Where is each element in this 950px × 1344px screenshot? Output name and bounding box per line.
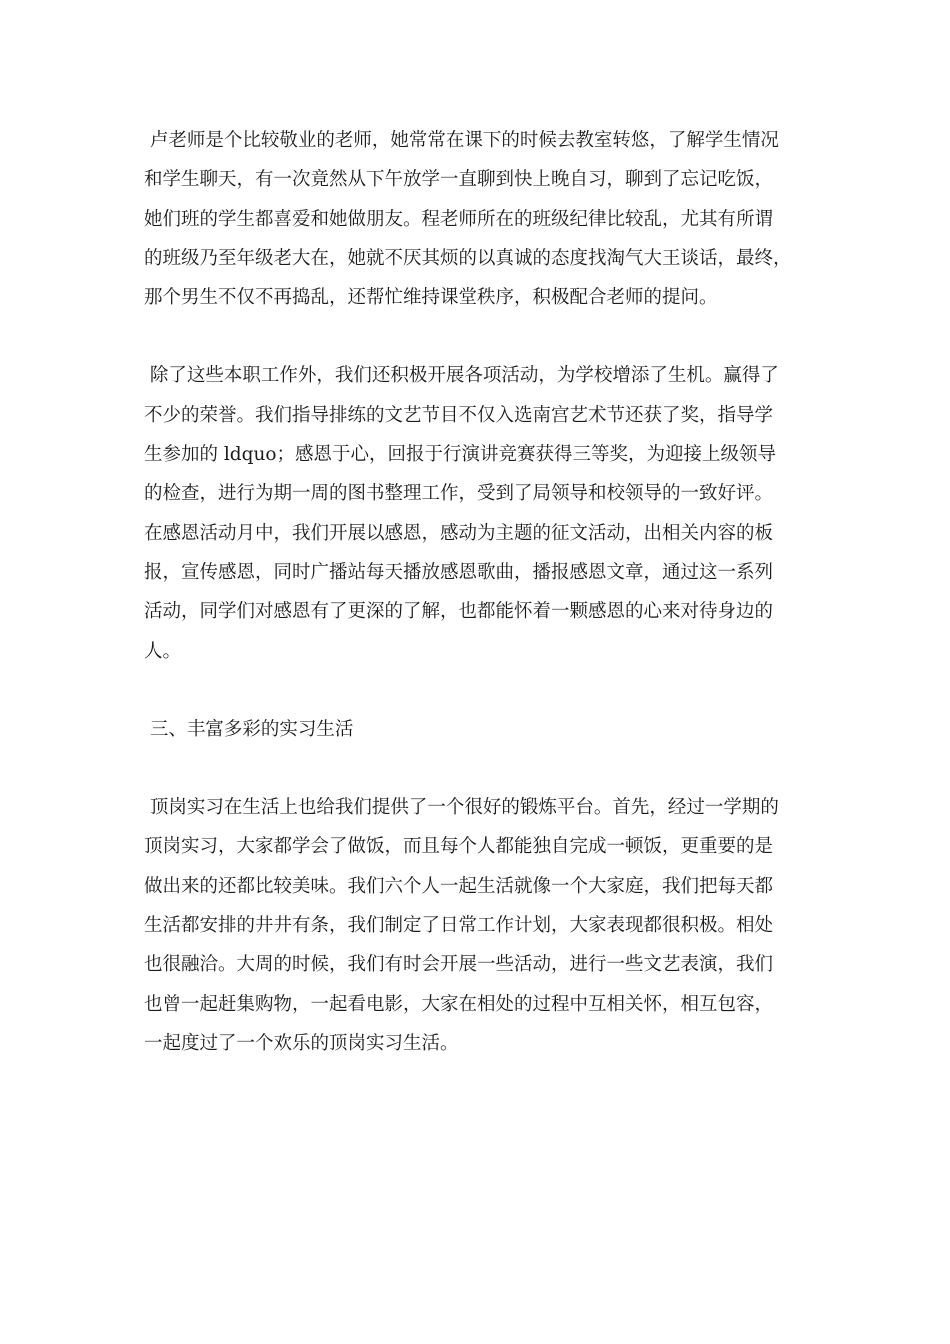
text-line: 的班级乃至年级老大在，她就不厌其烦的以真诚的态度找淘气大王谈话，最终， [144, 247, 792, 269]
text-line: 也很融洽。大周的时候，我们有时会开展一些活动，进行一些文艺表演，我们 [144, 954, 774, 976]
text-line: 生活都安排的井井有条，我们制定了日常工作计划，大家表现都很积极。相处 [144, 915, 774, 937]
text-line: 做出来的还都比较美味。我们六个人一起生活就像一个大家庭，我们把每天都 [144, 875, 774, 897]
paragraph-internship-life [144, 788, 814, 1063]
text-line: 那个男生不仅不再捣乱，还帮忙维持课堂秩序，积极配合老师的提问。 [144, 287, 718, 309]
text-line: 的检查，进行为期一周的图书整理工作，受到了局领导和校领导的一致好评。 [144, 483, 774, 505]
text-line: 和学生聊天，有一次竟然从下午放学一直聊到快上晚自习，聊到了忘记吃饭， [144, 169, 774, 191]
document-body [144, 121, 814, 1102]
text-line: 除了这些本职工作外，我们还积极开展各项活动，为学校增添了生机。赢得了 [144, 365, 779, 387]
section-heading [144, 710, 814, 749]
text-line: 在感恩活动月中，我们开展以感恩，感动为主题的征文活动，出相关内容的板 [144, 522, 774, 544]
text-line: 顶岗实习在生活上也给我们提供了一个很好的锻炼平台。首先，经过一学期的 [144, 797, 779, 819]
heading-text: 三、丰富多彩的实习生活 [144, 718, 354, 740]
text-line: 活动，同学们对感恩有了更深的了解，也都能怀着一颗感恩的心来对待身边的 [144, 601, 774, 623]
text-line: 她们班的学生都喜爱和她做朋友。程老师所在的班级纪律比较乱，尤其有所谓 [144, 208, 774, 230]
text-line: 不少的荣誉。我们指导排练的文艺节目不仅入选南宫艺术节还获了奖，指导学 [144, 404, 774, 426]
text-line: 生参加的 ldquo；感恩于心，回报于行演讲竞赛获得三等奖，为迎接上级领导 [144, 444, 777, 466]
text-line: 人。 [144, 640, 182, 662]
paragraph-activities [144, 356, 814, 670]
paragraph-teachers [144, 121, 814, 317]
text-line: 卢老师是个比较敬业的老师，她常常在课下的时候去教室转悠，了解学生情况 [144, 130, 779, 151]
text-line: 也曾一起赶集购物，一起看电影，大家在相处的过程中互相关怀，相互包容， [144, 993, 774, 1015]
text-line: 顶岗实习，大家都学会了做饭，而且每个人都能独自完成一顿饭，更重要的是 [144, 836, 774, 858]
text-line: 一起度过了一个欢乐的顶岗实习生活。 [144, 1032, 459, 1054]
text-line: 报，宣传感恩，同时广播站每天播放感恩歌曲，播报感恩文章，通过这一系列 [144, 561, 774, 583]
